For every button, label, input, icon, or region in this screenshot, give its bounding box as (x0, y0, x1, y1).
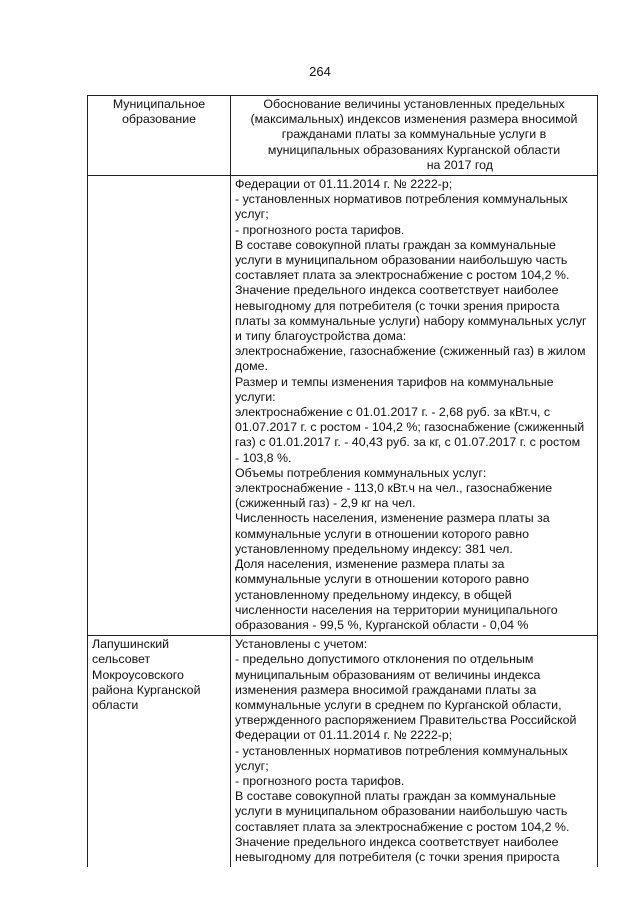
table-row (88, 176, 598, 636)
header-line: Муниципальное (112, 97, 206, 111)
justification-cell (231, 636, 598, 868)
justification-line: утвержденного распоряжением Правительства Российской (235, 713, 577, 728)
header-line: гражданами платы за коммунальные услуги в (281, 127, 547, 142)
justification-line: муниципальным образованиям от величины индекса (235, 667, 541, 682)
justification-line: Численность населения, изменение размера платы за (235, 511, 550, 526)
justification-line: установленному предельному индексу, в общей (235, 587, 512, 602)
justification-line: услуги: (235, 389, 276, 404)
justification-line: - прогнозного роста тарифов. (235, 773, 405, 788)
justification-line: услуг; (235, 207, 269, 222)
header-municipality (88, 96, 231, 176)
municipality-cell (88, 636, 231, 868)
justification-line: численности населения на территории муниципального (235, 602, 558, 617)
table-header-row (88, 96, 598, 176)
justification-line: - 103,8 %. (235, 450, 292, 465)
justification-line: коммунальные услуги в среднем по Курганской области, (235, 697, 562, 712)
municipality-line: области (92, 697, 139, 712)
justification-line: В составе совокупной платы граждан за коммунальные (235, 789, 556, 804)
justification-line: Объемы потребления коммунальных услуг: (235, 465, 487, 480)
justification-line: В составе совокупной платы граждан за коммунальные (235, 237, 556, 252)
justification-line: Доля населения, изменение размера платы за (235, 557, 505, 572)
justification-line: электроснабжение, газоснабжение (сжиженный газ) в жилом (235, 344, 586, 359)
header-line: (максимальных) индексов изменения размера вносимой (250, 112, 578, 127)
justification-line: невыгодному для потребителя (с точки зрения прироста (235, 298, 560, 313)
header-line: образование (121, 112, 197, 127)
justification-line: 01.07.2017 г. с ростом - 104,2 %; газоснабжение (сжиженный (235, 420, 585, 435)
justification-line: услуг; (235, 758, 269, 773)
justification-cell (231, 176, 598, 636)
header-line: Обоснование величины установленных предельных (263, 97, 565, 111)
justification-line: платы за коммунальные услуги) набору коммунальных услуг (235, 313, 587, 328)
justification-line: услуги в муниципальном образовании наибольшую часть (235, 253, 568, 268)
justification-line: коммунальные услуги в отношении которого равно (235, 572, 529, 587)
municipality-line: Лапушинский (92, 637, 170, 652)
justification-line: (сжиженный газ) - 2,9 кг на чел. (235, 496, 416, 511)
header-line: на 2017 год (426, 157, 493, 172)
municipality-line: сельсовет (92, 652, 151, 667)
justification-line: Значение предельного индекса соответствует наиболее (235, 283, 559, 298)
municipality-line: района Курганской (92, 682, 201, 697)
justification-line: - установленных нормативов потребления коммунальных (235, 743, 568, 758)
page-number: 264 (309, 64, 331, 79)
justification-line: Федерации от 01.11.2014 г. № 2222-р; (235, 177, 453, 192)
justification-line: и типу благоустройства дома: (235, 329, 407, 344)
header-line: муниципальных образованиях Курганской области (267, 142, 561, 157)
justification-line: - предельно допустимого отклонения по отдельным (235, 652, 534, 667)
justification-line: Значение предельного индекса соответствует наиболее (235, 834, 559, 849)
justification-line: - прогнозного роста тарифов. (235, 222, 405, 237)
justification-line: установленному предельному индексу: 381 чел. (235, 541, 513, 556)
justification-line: изменения размера вносимой гражданами платы за (235, 682, 537, 697)
table-row (88, 636, 598, 868)
justification-line: составляет плата за электроснабжение с ростом 104,2 %. (235, 268, 570, 283)
justification-line: электроснабжение с 01.01.2017 г. - 2,68 руб. за кВт.ч, с (235, 405, 551, 420)
justification-line: доме. (235, 359, 268, 374)
municipality-cell (88, 176, 231, 636)
justification-line: составляет плата за электроснабжение с ростом 104,2 %. (235, 819, 570, 834)
justification-line: образования - 99,5 %, Курганской области - 0,04 % (235, 617, 529, 632)
justification-line: Размер и темпы изменения тарифов на коммунальные (235, 374, 554, 389)
justification-line: услуги в муниципальном образовании наибольшую часть (235, 804, 568, 819)
justification-line: коммунальные услуги в отношении которого равно (235, 526, 529, 541)
justification-table (87, 95, 598, 867)
justification-line: Федерации от 01.11.2014 г. № 2222-р; (235, 728, 453, 743)
justification-line: газ) с 01.01.2017 г. - 40,43 руб. за кг, с 01.07.2017 г. с ростом (235, 435, 581, 450)
justification-line: невыгодному для потребителя (с точки зрения прироста (235, 849, 560, 864)
header-justification (231, 96, 598, 176)
justification-line: - установленных нормативов потребления коммунальных (235, 192, 568, 207)
municipality-line: Мокроусовского (92, 667, 184, 682)
justification-line: Установлены с учетом: (235, 637, 368, 652)
justification-line: электроснабжение - 113,0 кВт.ч на чел., газоснабжение (235, 481, 553, 496)
